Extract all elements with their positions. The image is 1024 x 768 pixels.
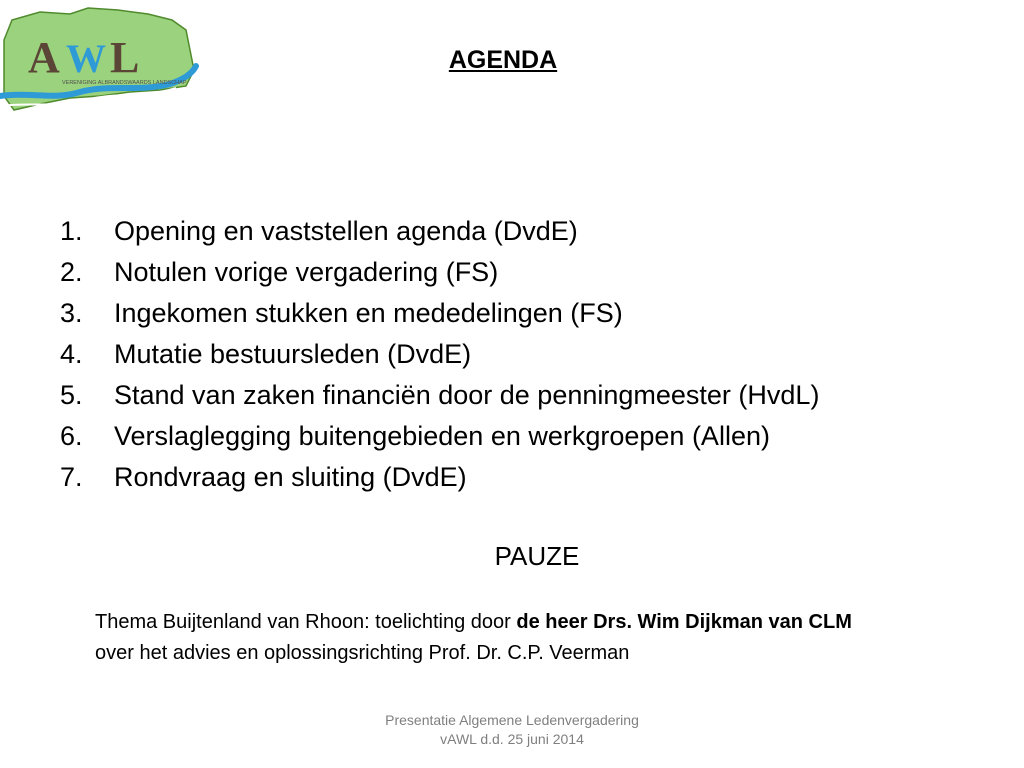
list-item [60,375,819,416]
item-number: 5. [60,380,83,410]
item-text: Verslaglegging buitengebieden en werkgroepen (Allen) [114,421,770,451]
item-text: Rondvraag en sluiting (DvdE) [114,462,467,492]
list-item [60,252,819,293]
list-item [60,416,819,457]
logo-letter-w: W [66,36,106,81]
item-number: 2. [60,257,83,287]
thema-text-continued: over het advies en oplossingsrichting Prof. Dr. C.P. Veerman [95,642,630,664]
item-number: 7. [60,462,83,492]
list-item [60,293,819,334]
list-item [60,211,819,252]
thema-speaker: de heer Drs. Wim Dijkman van CLM [516,611,852,633]
item-text: Opening en vaststellen agenda (DvdE) [114,216,578,246]
item-number: 3. [60,298,83,328]
footer-line-2: vAWL d.d. 25 juni 2014 [440,731,584,747]
item-number: 6. [60,421,83,451]
item-number: 4. [60,339,83,369]
logo-letter-l: L [110,33,140,82]
thema-paragraph [95,607,895,669]
thema-text: Thema Buijtenland van Rhoon: toelichting door [95,611,517,633]
item-text: Stand van zaken financiën door de penningmeester (HvdL) [114,380,820,410]
footer [0,711,1024,749]
item-text: Notulen vorige vergadering (FS) [114,257,499,287]
agenda-list [60,211,819,498]
item-text: Mutatie bestuursleden (DvdE) [114,339,472,369]
item-number: 1. [60,216,83,246]
page-title: AGENDA [448,46,558,74]
list-item [60,334,819,375]
item-text: Ingekomen stukken en mededelingen (FS) [114,298,623,328]
footer-line-1: Presentatie Algemene Ledenvergadering [385,712,639,728]
logo-letter-a: A [28,33,60,82]
pause-label: PAUZE [494,541,580,571]
logo-tagline: VERENIGING ALBRANDSWAARDS LANDSCHAP [62,80,187,86]
list-item [60,457,819,498]
